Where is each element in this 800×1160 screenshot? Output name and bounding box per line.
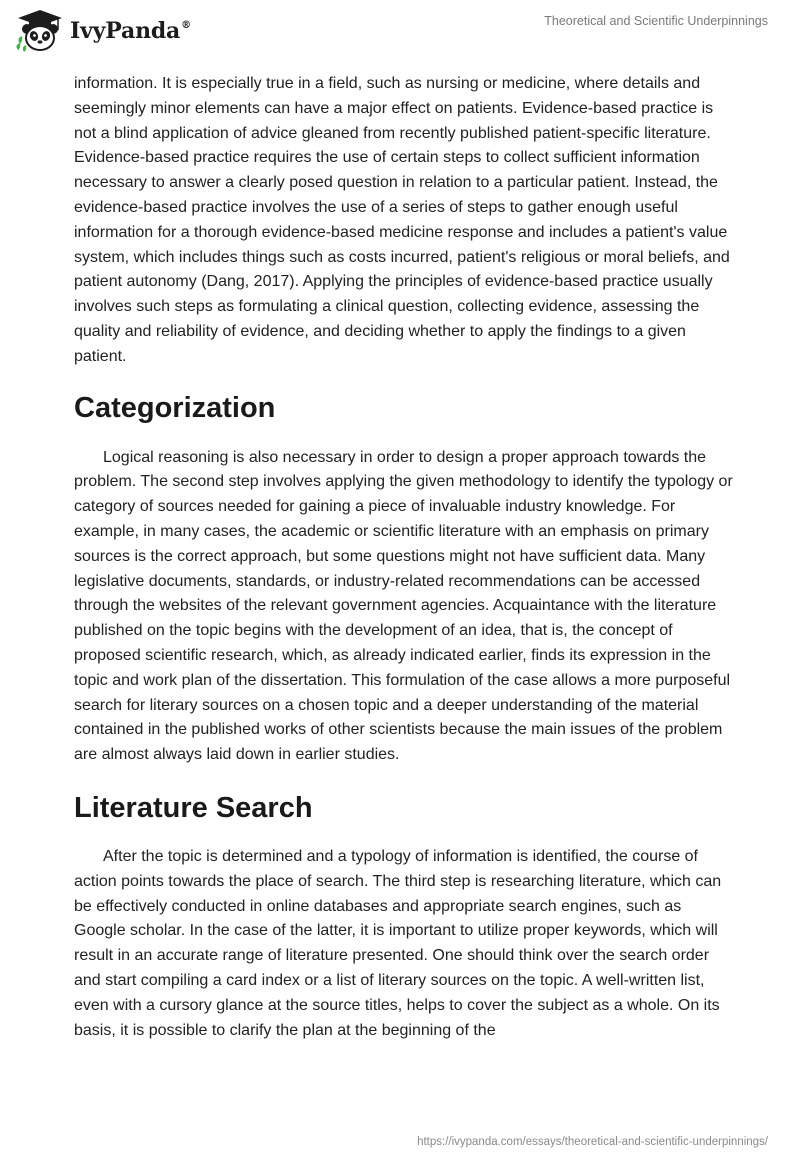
essay-content (74, 72, 734, 1043)
categorization-heading: Categorization (74, 391, 276, 424)
literature-search-paragraph: After the topic is determined and a typology of information is identified, the course of action points towards the place of search. The third step is researching literature, which can be effectively conducted in online databases and appropriate search engines, such as Google scholar. In the case of the latter, it is important to utilize proper keywords, which will result in an accurate range of literature presented. One should think over the search order and start compiling a card index or a list of literary sources on the topic. A well-written list, even with a cursory glance at the source titles, helps to cover the subject as a whole. On its basis, it is possible to clarify the plan at the beginning of the (74, 847, 722, 1039)
source-url[interactable]: https://ivypanda.com/essays/theoretical-and-scientific-underpinnings/ (417, 1136, 768, 1148)
logo-text (70, 18, 191, 44)
intro-paragraph: information. It is especially true in a field, such as nursing or medicine, where details and seemingly minor elements can have a major effect on patients. Evidence-based practice is not a blind application of advice gleaned from recently published patient-specific literature. Evidence-based practice requires the use of certain steps to collect sufficient information necessary to answer a clearly posed question in relation to a particular patient. Instead, the evidence-based practice involves the use of a series of steps to gather enough useful information for a thorough evidence-based medicine response and includes a patient's value system, which includes things such as costs incurred, patient's religious or moral beliefs, and patient autonomy (Dang, 2017). Applying the principles of evidence-based practice usually involves such steps as formulating a clinical question, collecting evidence, assessing the quality and reliability of evidence, and deciding whether to apply the findings to a given patient. (74, 75, 730, 365)
categorization-paragraph: Logical reasoning is also necessary in order to design a proper approach towards the problem. The second step involves applying the given methodology to identify the typology or category of sources needed for gaining a piece of invaluable industry knowledge. For example, in many cases, the academic or scientific literature with an emphasis on primary sources is the correct approach, but some questions might not have sufficient data. Many legislative documents, standards, or industry-related recommendations can be accessed through the websites of the relevant government agencies. Acquaintance with the literature published on the topic begins with the development of an idea, that is, the concept of proposed scientific research, which, as already indicated earlier, finds its expression in the topic and work plan of the dissertation. This formulation of the case allows a more purposeful search for literary sources on a chosen topic and a deeper understanding of the material contained in the published works of other scientists because the main issues of the problem are almost always laid down in earlier studies. (74, 448, 733, 764)
panda-graduate-icon (14, 8, 66, 54)
literature-search-heading: Literature Search (74, 791, 313, 824)
document-title: Theoretical and Scientific Underpinnings (544, 14, 768, 28)
registered-mark: ® (181, 20, 191, 31)
logo-wordmark: IvyPanda (70, 18, 181, 44)
page-header (0, 0, 800, 64)
ivypanda-logo[interactable] (14, 8, 191, 54)
